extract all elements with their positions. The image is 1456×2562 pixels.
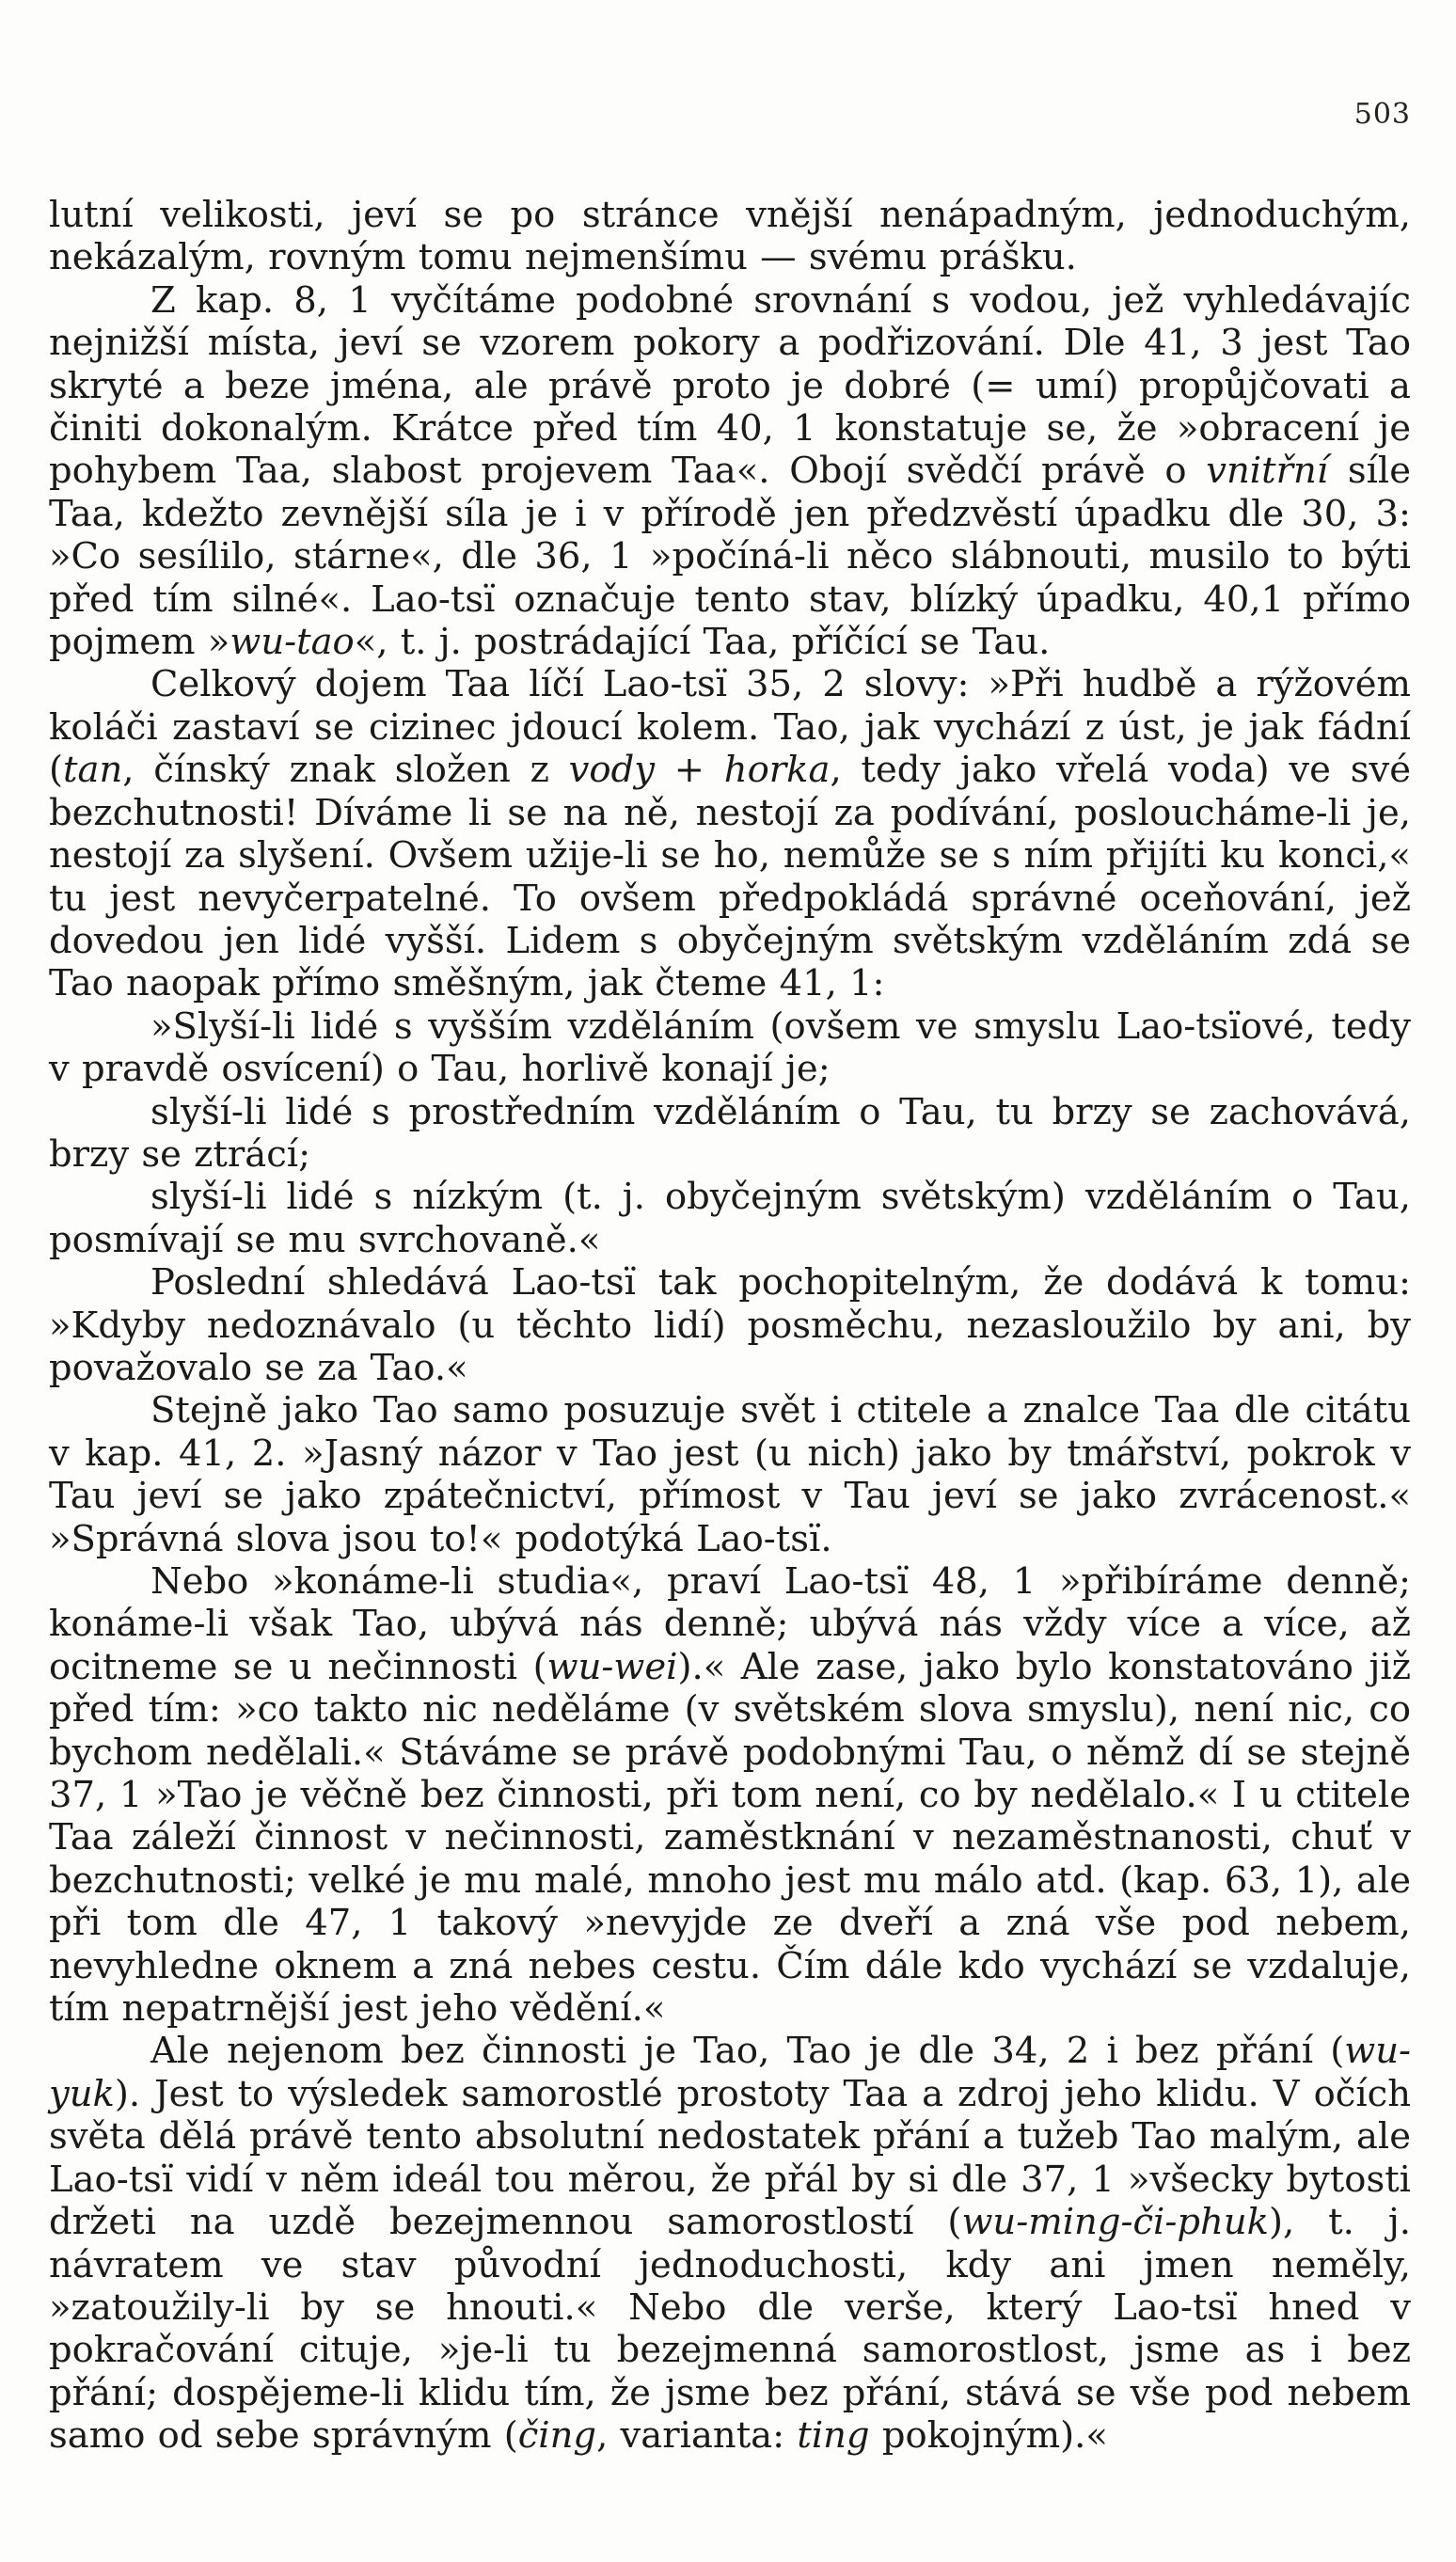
text-run: lutní velikosti, jeví se po stránce vnější nenápadným, jednoduchým, nekázalým, rovným tomu nejmenšímu — svému prášku. xyxy=(49,194,1411,279)
paragraph xyxy=(49,279,1411,664)
text-run: Nebo »konáme-li studia«, praví Lao-tsï 48, 1 »přibíráme denně; konáme-li však Tao, ubývá nás denně; ubývá nás vždy více a více, až ocitneme se u nečinnosti ( xyxy=(49,1560,1411,1688)
text-run: «, t. j. postrádající Taa, příčící se Tau. xyxy=(354,621,1051,664)
paragraph xyxy=(49,2030,1411,2457)
paragraph xyxy=(49,1261,1411,1389)
text-run: Stejně jako Tao samo posuzuje svět i ctitele a znalce Taa dle citátu v kap. 41, 2. »Jasný názor v Tao jest (u nich) jako by tmářství, pokrok v Tau jeví se jako zpátečnictví, přímost v Tau jeví se jako zvrácenost.« »Správná slova jsou to!« podotýká Lao-tsï. xyxy=(49,1389,1411,1560)
paragraph xyxy=(49,1389,1411,1560)
text-run: Poslední shledává Lao-tsï tak pochopitelným, že dodává k tomu: »Kdyby nedoznávalo (u těchto lidí) posměchu, nezasloužilo by ani, by považovalo se za Tao.« xyxy=(49,1261,1411,1389)
italic-term: wu-wei xyxy=(546,1645,678,1688)
text-run: »Slyší-li lidé s vyšším vzděláním (ovšem ve smyslu Lao-tsïové, tedy v pravdě osvícení) o Tau, horlivě konají je; xyxy=(49,1004,1411,1091)
italic-term: wu-ming-či-phuk xyxy=(961,2201,1269,2244)
paragraph xyxy=(49,1560,1411,2030)
text-run: + xyxy=(654,749,724,792)
text-run: Celkový dojem Taa líčí Lao-tsï 35, 2 slovy: »Při hudbě a rýžovém koláči zastaví se cizinec jdoucí kolem. Tao, jak vychází z úst, je jak fádní ( xyxy=(49,663,1411,792)
text-run: síle Taa, kdežto zevnější síla je i v přírodě jen předzvěstí úpadku dle 30, 3: »Co sesílilo, stárne«, dle 36, 1 »počíná-li něco slábnouti, musilo to býti před tím silné«. Lao-tsï označuje tento stav, blízký úpadku, 40,1 přímo pojmem » xyxy=(49,450,1411,664)
text-run: Ale nejenom bez činnosti je Tao, Tao je dle 34, 2 i bez přání ( xyxy=(150,2030,1345,2073)
italic-term: vody xyxy=(568,749,655,792)
text-run: , varianta: xyxy=(596,2414,798,2458)
text-run: ).« Ale zase, jako bylo konstatováno již před tím: »co takto nic neděláme (v světském slova smyslu), není nic, co bychom nedělali.« Stáváme se právě podobnými Tau, o němž dí se stejně 37, 1 »Tao je věčně bez činnosti, při tom není, co by nedělalo.« I u ctitele Taa záleží činnost v nečinnosti, zaměstknání v nezaměstnanosti, chuť v bezchutnosti; velké je mu malé, mnoho jest mu málo atd. (kap. 63, 1), ale při tom dle 47, 1 takový »nevyjde ze dveří a zná vše pod nebem, nevyhledne oknem a zná nebes cestu. Čím dále kdo vychází se vzdaluje, tím nepatrnější jest jeho vědění.« xyxy=(49,1645,1411,2031)
text-run: slyší-li lidé s nízkým (t. j. obyčejným světským) vzděláním o Tau, posmívají se mu svrchovaně.« xyxy=(49,1176,1411,1261)
italic-term: vnitřní xyxy=(1206,450,1329,493)
text-run: , čínský znak složen z xyxy=(122,749,569,792)
italic-term: wu-yuk xyxy=(49,2030,1411,2115)
italic-term: horka xyxy=(723,749,831,792)
paragraph xyxy=(49,663,1411,1004)
text-run: ). Jest to výsledek samorostlé prostoty Taa a zdroj jeho klidu. V očích světa dělá právě tento absolutní nedostatek přání a tužeb Tao malým, ale Lao-tsï vidí v něm ideál tou měrou, že přál by si dle 37, 1 »všecky bytosti držeti na uzdě bezejmennou samorostlostí ( xyxy=(49,2072,1411,2244)
text-run: , tedy jako vřelá voda) ve své bezchutnosti! Díváme li se na ně, nestojí za podívání, posloucháme-li je, nestojí za slyšení. Ovšem užije-li se ho, nemůže se s ním přijíti ku konci,« tu jest nevyčerpatelné. To ovšem předpokládá správné oceňování, jež dovedou jen lidé vyšší. Lidem s obyčejným světským vzděláním zdá se Tao naopak přímo směšným, jak čteme 41, 1: xyxy=(49,749,1411,1005)
italic-term: ting xyxy=(797,2414,870,2458)
body-text xyxy=(49,194,1411,2458)
italic-term: tan xyxy=(63,749,123,792)
text-run: slyší-li lidé s prostředním vzděláním o Tau, tu brzy se zachovává, brzy se ztrácí; xyxy=(49,1090,1411,1176)
page-number: 503 xyxy=(1353,98,1411,131)
text-run: Z kap. 8, 1 vyčítáme podobné srovnání s vodou, jež vyhledávajíc nejnižší místa, jeví se vzorem pokory a podřizování. Dle 41, 3 jest Tao skryté a beze jména, ale právě proto je dobré (= umí) propůjčovati a činiti dokonalým. Krátce před tím 40, 1 konstatuje se, že »obracení je pohybem Taa, slabost projevem Taa«. Obojí svědčí právě o xyxy=(49,278,1411,493)
paragraph xyxy=(49,1176,1411,1261)
italic-term: wu-tao xyxy=(229,621,355,664)
paragraph xyxy=(49,1091,1411,1177)
text-run: ), t. j. návratem ve stav původní jednoduchosti, kdy ani jmen neměly, »zatoužily-li by se hnouti.« Nebo dle verše, který Lao-tsï hned v pokračování cituje, »je-li tu bezejmenná samorostlost, jsme as i bez přání; dospějeme-li klidu tím, že jsme bez přání, stává se vše pod nebem samo od sebe správným ( xyxy=(49,2201,1411,2458)
text-run: pokojným).« xyxy=(869,2414,1108,2458)
paragraph xyxy=(49,194,1411,279)
paragraph xyxy=(49,1005,1411,1091)
italic-term: čing xyxy=(517,2414,597,2458)
